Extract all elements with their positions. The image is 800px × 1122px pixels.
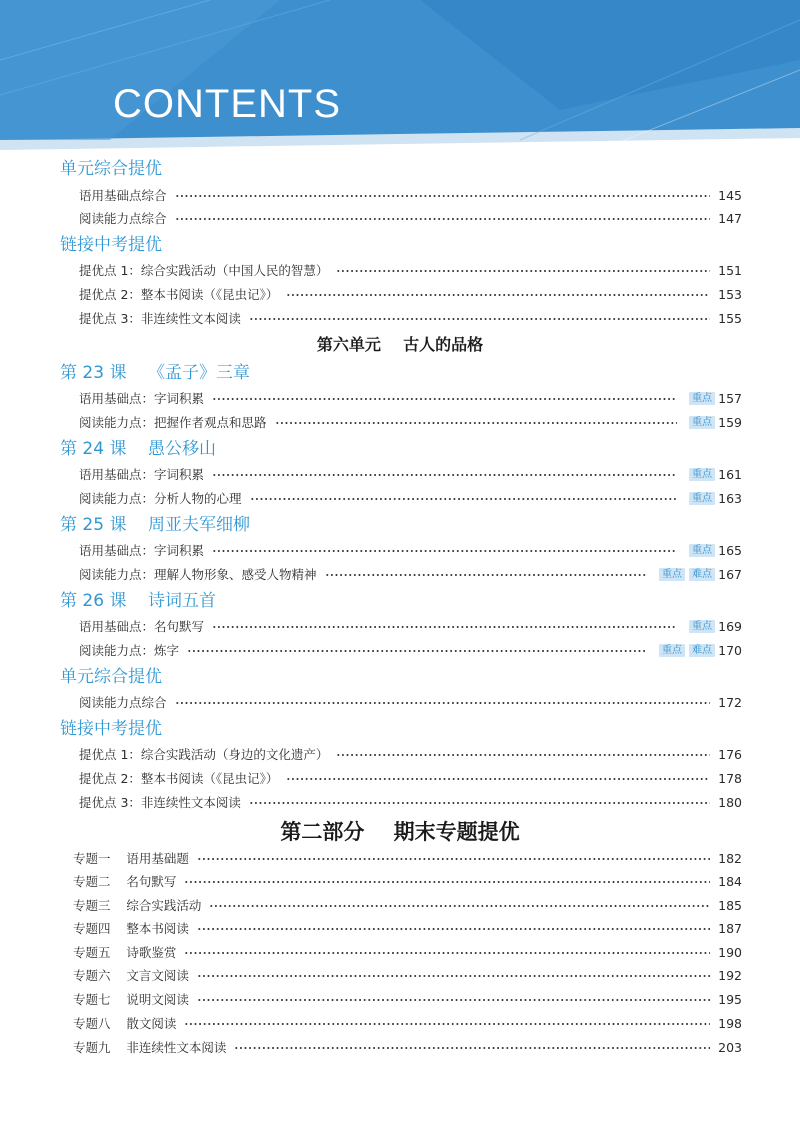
page-number: 165 <box>718 542 742 558</box>
dot-leader <box>184 881 710 883</box>
entry-label: 语用基础点：字词积累 <box>79 467 205 482</box>
topic-entry[interactable] <box>73 1037 742 1057</box>
page-number: 178 <box>718 770 742 786</box>
page-number: 176 <box>718 746 742 762</box>
topic-entry[interactable] <box>73 918 742 938</box>
page-number: 180 <box>718 794 742 810</box>
entry-label: 提优点 3：非连续性文本阅读 <box>79 311 241 326</box>
topic-entry[interactable] <box>73 871 742 891</box>
dot-leader <box>175 195 710 197</box>
page-number: 167 <box>718 566 742 582</box>
dot-leader <box>175 218 710 220</box>
dot-leader <box>336 754 710 756</box>
entry-label: 提优点 3：非连续性文本阅读 <box>79 795 241 810</box>
page-number: 159 <box>718 414 742 430</box>
dot-leader <box>212 398 677 400</box>
toc-entry[interactable] <box>79 692 742 712</box>
section-heading: 链接中考提优 <box>60 719 162 739</box>
topic-entry[interactable] <box>73 989 742 1009</box>
page-number: 161 <box>718 466 742 482</box>
section-heading: 单元综合提优 <box>60 667 162 687</box>
entry-label: 提优点 2：整本书阅读（《昆虫记》） <box>79 771 279 786</box>
entry-label: 阅读能力点：把握作者观点和思路 <box>79 415 267 430</box>
entry-label: 专题一 语用基础题 <box>73 851 189 866</box>
page-number: 187 <box>718 920 742 936</box>
entry-label: 提优点 1：综合实践活动（中国人民的智慧） <box>79 263 329 278</box>
toc-entry[interactable] <box>79 388 742 408</box>
page-number: 198 <box>718 1015 742 1031</box>
page-number: 184 <box>718 873 742 889</box>
dot-leader <box>249 802 710 804</box>
dot-leader <box>336 270 710 272</box>
entry-label: 语用基础点：名句默写 <box>79 619 205 634</box>
difficulty-badge: 难点 <box>689 644 715 657</box>
tag-group <box>685 620 715 633</box>
dot-leader <box>275 422 677 424</box>
key-point-badge: 重点 <box>689 544 715 557</box>
tag-group <box>685 544 715 557</box>
entry-label: 专题三 综合实践活动 <box>73 898 202 913</box>
page-number: 151 <box>718 262 742 278</box>
dot-leader <box>212 474 677 476</box>
toc-entry[interactable] <box>79 488 742 508</box>
entry-label: 专题六 文言文阅读 <box>73 968 189 983</box>
dot-leader <box>325 574 647 576</box>
page-number: 203 <box>718 1039 742 1055</box>
page-number: 172 <box>718 694 742 710</box>
entry-label: 语用基础点综合 <box>79 188 167 203</box>
entry-label: 提优点 1：综合实践活动（身边的文化遗产） <box>79 747 329 762</box>
key-point-badge: 重点 <box>689 620 715 633</box>
toc-entry[interactable] <box>79 768 742 788</box>
page-number: 153 <box>718 286 742 302</box>
toc-entry[interactable] <box>79 185 742 205</box>
dot-leader <box>184 952 710 954</box>
contents-title: CONTENTS <box>113 82 341 126</box>
dot-leader <box>209 905 710 907</box>
toc-entry[interactable] <box>79 308 742 328</box>
entry-label: 阅读能力点：分析人物的心理 <box>79 491 242 506</box>
page-number: 147 <box>718 210 742 226</box>
entry-label: 专题五 诗歌鉴赏 <box>73 945 177 960</box>
lesson-heading: 第 23 课 《孟子》三章 <box>60 363 251 383</box>
page-number: 169 <box>718 618 742 634</box>
dot-leader <box>187 650 647 652</box>
key-point-badge: 重点 <box>689 416 715 429</box>
dot-leader <box>286 294 710 296</box>
tag-group <box>685 468 715 481</box>
dot-leader <box>197 975 710 977</box>
entry-label: 专题九 非连续性文本阅读 <box>73 1040 227 1055</box>
page-number: 155 <box>718 310 742 326</box>
difficulty-badge: 难点 <box>689 568 715 581</box>
toc-entry[interactable] <box>79 616 742 636</box>
entry-label: 阅读能力点综合 <box>79 211 167 226</box>
page-number: 195 <box>718 991 742 1007</box>
entry-label: 阅读能力点：理解人物形象、感受人物精神 <box>79 567 317 582</box>
page-number: 157 <box>718 390 742 406</box>
dot-leader <box>234 1047 710 1049</box>
toc-entry[interactable] <box>79 744 742 764</box>
page-number: 163 <box>718 490 742 506</box>
dot-leader <box>212 626 677 628</box>
page-number: 145 <box>718 187 742 203</box>
tag-group <box>685 392 715 405</box>
topic-entry[interactable] <box>73 895 742 915</box>
tag-group <box>685 492 715 505</box>
dot-leader <box>197 999 710 1001</box>
entry-label: 专题七 说明文阅读 <box>73 992 189 1007</box>
dot-leader <box>175 702 710 704</box>
tag-group <box>685 416 715 429</box>
dot-leader <box>212 550 677 552</box>
page-number: 170 <box>718 642 742 658</box>
dot-leader <box>249 318 710 320</box>
toc-entry[interactable] <box>79 564 742 584</box>
dot-leader <box>197 858 710 860</box>
topic-entry[interactable] <box>73 942 742 962</box>
key-point-badge: 重点 <box>659 644 685 657</box>
dot-leader <box>197 928 710 930</box>
topic-entry[interactable] <box>73 848 742 868</box>
page-number: 192 <box>718 967 742 983</box>
entry-label: 语用基础点：字词积累 <box>79 543 205 558</box>
lesson-heading: 第 24 课 愚公移山 <box>60 439 217 459</box>
page-number: 185 <box>718 897 742 913</box>
toc-entry[interactable] <box>79 540 742 560</box>
key-point-badge: 重点 <box>689 468 715 481</box>
entry-label: 提优点 2：整本书阅读（《昆虫记》） <box>79 287 279 302</box>
entry-label: 专题四 整本书阅读 <box>73 921 189 936</box>
part-heading: 第二部分 期末专题提优 <box>280 820 520 844</box>
dot-leader <box>184 1023 710 1025</box>
topic-entry[interactable] <box>73 1013 742 1033</box>
toc-entry[interactable] <box>79 260 742 280</box>
toc-entry[interactable] <box>79 640 742 660</box>
entry-label: 专题二 名句默写 <box>73 874 177 889</box>
entry-label: 阅读能力点综合 <box>79 695 167 710</box>
page-number: 182 <box>718 850 742 866</box>
toc-entry[interactable] <box>79 792 742 812</box>
toc-entry[interactable] <box>79 412 742 432</box>
page-number: 190 <box>718 944 742 960</box>
lesson-heading: 第 25 课 周亚夫军细柳 <box>60 515 251 535</box>
tag-group <box>655 568 715 581</box>
entry-label: 语用基础点：字词积累 <box>79 391 205 406</box>
toc-entry[interactable] <box>79 464 742 484</box>
tag-group <box>655 644 715 657</box>
lesson-heading: 第 26 课 诗词五首 <box>60 591 217 611</box>
entry-label: 专题八 散文阅读 <box>73 1016 177 1031</box>
toc-entry[interactable] <box>79 208 742 228</box>
topic-entry[interactable] <box>73 965 742 985</box>
dot-leader <box>250 498 677 500</box>
key-point-badge: 重点 <box>659 568 685 581</box>
section-heading: 链接中考提优 <box>60 235 162 255</box>
toc-entry[interactable] <box>79 284 742 304</box>
entry-label: 阅读能力点：炼字 <box>79 643 180 658</box>
unit-heading: 第六单元 古人的品格 <box>316 335 484 354</box>
section-heading: 单元综合提优 <box>60 159 162 179</box>
key-point-badge: 重点 <box>689 392 715 405</box>
dot-leader <box>286 778 710 780</box>
key-point-badge: 重点 <box>689 492 715 505</box>
